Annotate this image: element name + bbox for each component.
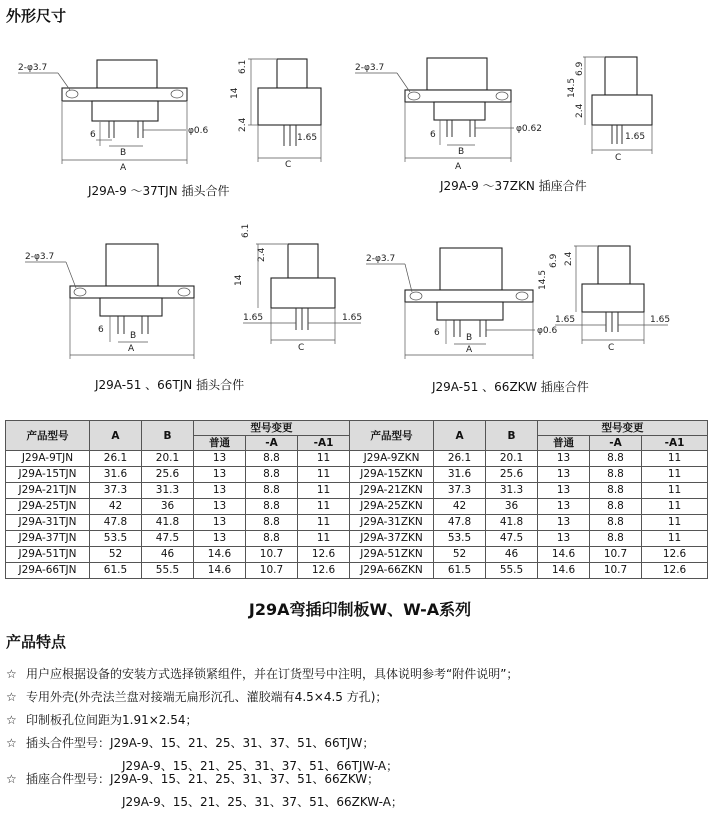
table-cell: 55.5: [486, 563, 538, 579]
header-a-right: A: [434, 421, 486, 451]
d4-c-label: C: [608, 343, 615, 353]
star-icon: ☆: [6, 690, 17, 704]
d3-a-label: A: [128, 344, 135, 354]
table-cell: 41.8: [486, 515, 538, 531]
table-row: [6, 483, 708, 499]
feature-item-2: [6, 688, 387, 705]
table-row: [6, 451, 708, 467]
header-variant-right: 型号变更: [538, 421, 708, 436]
table-cell: 14.6: [194, 563, 246, 579]
star-icon: ☆: [6, 772, 17, 786]
feature-text-1: 用户应根据设备的安装方式选择锁紧组件，并在订货型号中注明，具体说明参考“附件说明”；: [26, 667, 519, 681]
table-cell: 53.5: [434, 531, 486, 547]
d2-hole-label: 2-φ3.7: [355, 63, 385, 73]
table-cell: 13: [194, 467, 246, 483]
header-minus-a1-left: -A1: [298, 436, 350, 451]
d4-6-label: 6: [434, 328, 440, 338]
feature-text-2: 专用外壳(外壳法兰盘对接端无扁形沉孔、灌胶端有4.5×4.5 方孔)；: [26, 690, 388, 704]
table-cell: 8.8: [246, 531, 298, 547]
header-a-left: A: [90, 421, 142, 451]
table-cell: J29A-31ZKN: [350, 515, 434, 531]
table-cell: 8.8: [590, 467, 642, 483]
table-cell: 11: [298, 467, 350, 483]
feature-item-1: [6, 665, 518, 682]
d1-165-label: 1.65: [297, 133, 318, 143]
table-cell: 12.6: [642, 547, 708, 563]
table-cell: 8.8: [590, 515, 642, 531]
d2-c-label: C: [615, 153, 622, 163]
table-cell: 8.8: [246, 451, 298, 467]
table-cell: 31.3: [486, 483, 538, 499]
header-model-right: 产品型号: [350, 421, 434, 451]
table-cell: J29A-66ZKN: [350, 563, 434, 579]
d4-caption: J29A-51 、66ZKW 插座合件: [432, 380, 589, 394]
feature-text-5: 插座合件型号：J29A-9、15、21、25、31、37、51、66ZKW；: [26, 772, 380, 786]
table-cell: J29A-21ZKN: [350, 483, 434, 499]
d2-145-label: 14.5: [567, 77, 577, 98]
table-cell: 10.7: [590, 547, 642, 563]
table-cell: 13: [538, 499, 590, 515]
table-cell: 41.8: [142, 515, 194, 531]
table-row: [6, 531, 708, 547]
table-cell: 26.1: [90, 451, 142, 467]
table-cell: 8.8: [590, 483, 642, 499]
d3-165a-label: 1.65: [243, 313, 264, 323]
table-cell: 13: [538, 451, 590, 467]
table-cell: 11: [642, 515, 708, 531]
d2-caption: J29A-9 ～37ZKN 插座合件: [440, 179, 587, 193]
d4-165b-label: 1.65: [650, 315, 671, 325]
d4-b-label: B: [466, 333, 473, 343]
table-row: [6, 515, 708, 531]
d3-24-label: 2.4: [257, 247, 267, 262]
table-cell: 61.5: [434, 563, 486, 579]
table-cell: 25.6: [142, 467, 194, 483]
d1-hole-label: 2-φ3.7: [18, 63, 48, 73]
table-cell: 13: [538, 515, 590, 531]
table-cell: 47.5: [486, 531, 538, 547]
table-cell: J29A-25ZKN: [350, 499, 434, 515]
table-cell: J29A-21TJN: [6, 483, 90, 499]
table-cell: 11: [642, 531, 708, 547]
table-cell: 12.6: [298, 563, 350, 579]
table-cell: 55.5: [142, 563, 194, 579]
table-cell: 8.8: [246, 515, 298, 531]
table-row: [6, 563, 708, 579]
table-cell: 11: [642, 451, 708, 467]
table-cell: 47.8: [434, 515, 486, 531]
section-title: 外形尺寸: [6, 7, 67, 25]
d3-14-label: 14: [234, 274, 244, 286]
d1-24-label: 2.4: [238, 117, 248, 132]
table-cell: 61.5: [90, 563, 142, 579]
d2-24-label: 2.4: [575, 103, 585, 118]
header-normal-left: 普通: [194, 436, 246, 451]
d1-b-label: B: [120, 148, 127, 158]
header-variant-left: 型号变更: [194, 421, 350, 436]
table-cell: 11: [298, 499, 350, 515]
header-normal-right: 普通: [538, 436, 590, 451]
table-cell: 52: [434, 547, 486, 563]
table-cell: 11: [642, 483, 708, 499]
table-cell: 14.6: [538, 563, 590, 579]
table-cell: 11: [298, 531, 350, 547]
feature-item-4: [6, 734, 374, 751]
table-cell: 10.7: [590, 563, 642, 579]
table-row: [6, 547, 708, 563]
table-cell: 53.5: [90, 531, 142, 547]
table-cell: 31.6: [90, 467, 142, 483]
table-cell: J29A-9ZKN: [350, 451, 434, 467]
table-cell: 8.8: [590, 531, 642, 547]
table-cell: 13: [194, 515, 246, 531]
d1-61-label: 6.1: [238, 59, 248, 74]
d2-pin-label: φ0.62: [516, 124, 542, 134]
d1-14-label: 14: [230, 87, 240, 99]
d1-a-label: A: [120, 163, 127, 173]
table-cell: 36: [142, 499, 194, 515]
table-cell: 13: [194, 531, 246, 547]
d4-165a-label: 1.65: [555, 315, 576, 325]
table-cell: 47.5: [142, 531, 194, 547]
table-cell: 8.8: [590, 499, 642, 515]
d2-b-label: B: [458, 147, 465, 157]
d1-caption: J29A-9 ～37TJN 插头合件: [88, 184, 230, 198]
table-cell: 52: [90, 547, 142, 563]
d3-caption: J29A-51 、66TJN 插头合件: [95, 378, 245, 392]
feature-item-3: [6, 711, 198, 728]
table-cell: 13: [538, 467, 590, 483]
d3-165b-label: 1.65: [342, 313, 363, 323]
table-cell: J29A-51TJN: [6, 547, 90, 563]
header-b-right: B: [486, 421, 538, 451]
feature-item-5: [6, 770, 379, 787]
drawing-plug-9-37: [18, 59, 321, 198]
table-cell: 11: [642, 467, 708, 483]
table-cell: 10.7: [246, 563, 298, 579]
table-cell: J29A-51ZKN: [350, 547, 434, 563]
d4-hole-label: 2-φ3.7: [366, 254, 396, 264]
header-b-left: B: [142, 421, 194, 451]
d4-a-label: A: [466, 345, 473, 355]
table-cell: 14.6: [538, 547, 590, 563]
table-cell: 31.6: [434, 467, 486, 483]
table-cell: 37.3: [434, 483, 486, 499]
table-cell: 11: [642, 499, 708, 515]
table-row: [6, 499, 708, 515]
table-cell: J29A-37TJN: [6, 531, 90, 547]
feature-text-5-cont: J29A-9、15、21、25、31、37、51、66ZKW-A；: [122, 795, 403, 809]
dimension-drawings: [0, 0, 720, 400]
d4-145-label: 14.5: [538, 269, 548, 290]
table-cell: 11: [298, 483, 350, 499]
star-icon: ☆: [6, 736, 17, 750]
table-cell: 14.6: [194, 547, 246, 563]
table-cell: 31.3: [142, 483, 194, 499]
table-cell: 25.6: [486, 467, 538, 483]
table-cell: 42: [434, 499, 486, 515]
d2-165-label: 1.65: [625, 132, 646, 142]
header-model-left: 产品型号: [6, 421, 90, 451]
table-cell: 12.6: [642, 563, 708, 579]
table-cell: 47.8: [90, 515, 142, 531]
d3-b-label: B: [130, 331, 137, 341]
drawing-receptacle-9-37: [355, 57, 652, 193]
spec-table-body: [6, 451, 708, 579]
table-cell: 8.8: [590, 451, 642, 467]
table-cell: 46: [486, 547, 538, 563]
table-cell: 11: [298, 515, 350, 531]
table-row: [6, 467, 708, 483]
feature-text-3: 印制板孔位间距为1.91×2.54；: [26, 713, 198, 727]
d4-pin-label: φ0.6: [537, 326, 558, 336]
header-minus-a1-right: -A1: [642, 436, 708, 451]
d4-69-label: 6.9: [549, 253, 559, 268]
d2-a-label: A: [455, 162, 462, 172]
d3-61-label: 6.1: [241, 223, 251, 238]
star-icon: ☆: [6, 713, 17, 727]
table-cell: 36: [486, 499, 538, 515]
table-cell: J29A-66TJN: [6, 563, 90, 579]
drawing-receptacle-51-66: [366, 246, 670, 394]
table-cell: 46: [142, 547, 194, 563]
table-cell: 11: [298, 451, 350, 467]
table-cell: 10.7: [246, 547, 298, 563]
d3-c-label: C: [298, 343, 305, 353]
table-cell: 8.8: [246, 467, 298, 483]
series-title: J29A弯插印制板W、W-A系列: [248, 600, 472, 619]
features-title: 产品特点: [6, 633, 67, 651]
table-cell: 26.1: [434, 451, 486, 467]
d2-69-label: 6.9: [575, 61, 585, 76]
table-cell: 12.6: [298, 547, 350, 563]
d3-6-label: 6: [98, 325, 104, 335]
table-cell: 8.8: [246, 483, 298, 499]
feature-text-4: 插头合件型号：J29A-9、15、21、25、31、37、51、66TJW；: [26, 736, 375, 750]
feature-text-4-cont: J29A-9、15、21、25、31、37、51、66TJW-A；: [122, 759, 399, 773]
table-cell: 20.1: [142, 451, 194, 467]
table-cell: 8.8: [246, 499, 298, 515]
table-cell: J29A-37ZKN: [350, 531, 434, 547]
table-cell: J29A-9TJN: [6, 451, 90, 467]
d1-c-label: C: [285, 160, 292, 170]
header-minus-a-right: -A: [590, 436, 642, 451]
d1-pin-label: φ0.6: [188, 126, 209, 136]
table-cell: J29A-31TJN: [6, 515, 90, 531]
header-minus-a-left: -A: [246, 436, 298, 451]
d4-24-label: 2.4: [564, 251, 574, 266]
table-cell: J29A-25TJN: [6, 499, 90, 515]
table-cell: 20.1: [486, 451, 538, 467]
table-cell: 37.3: [90, 483, 142, 499]
table-cell: 13: [538, 483, 590, 499]
table-cell: 42: [90, 499, 142, 515]
table-cell: 13: [194, 451, 246, 467]
table-cell: 13: [194, 483, 246, 499]
table-cell: J29A-15TJN: [6, 467, 90, 483]
table-cell: 13: [194, 499, 246, 515]
drawing-plug-51-66: [25, 224, 362, 392]
table-cell: 13: [538, 531, 590, 547]
d1-6-label: 6: [90, 130, 96, 140]
star-icon: ☆: [6, 667, 17, 681]
table-cell: J29A-15ZKN: [350, 467, 434, 483]
d3-hole-label: 2-φ3.7: [25, 252, 55, 262]
spec-table: [5, 420, 708, 579]
d2-6-label: 6: [430, 130, 436, 140]
